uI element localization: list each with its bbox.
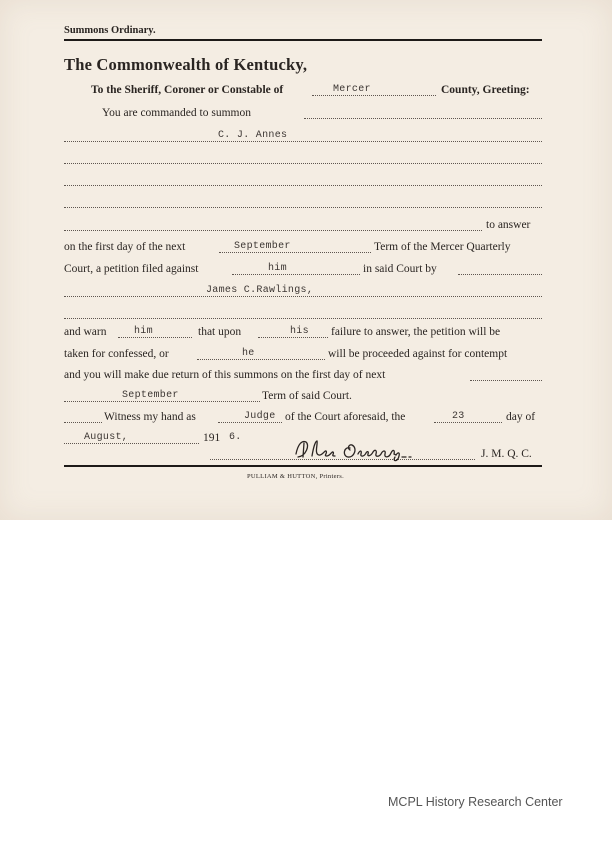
witness-role-value: Judge xyxy=(244,411,276,422)
answer-blank xyxy=(64,230,482,231)
return-blank xyxy=(470,380,542,381)
day-of-text: day of xyxy=(506,411,536,423)
petition-against-value: him xyxy=(268,263,287,274)
plaintiff-blank-2 xyxy=(64,296,542,297)
will-be-text: will be proceeded against for contempt xyxy=(328,348,508,360)
blank-line-2 xyxy=(64,185,542,186)
failure-text: failure to answer, the petition will be xyxy=(331,326,501,338)
plaintiff-blank-1 xyxy=(458,274,542,275)
taken-blank xyxy=(197,359,325,360)
defendant-name: C. J. Annes xyxy=(218,130,288,141)
year-prefix: 191 xyxy=(203,432,221,444)
taken-pronoun: he xyxy=(242,348,255,359)
blank-line-1 xyxy=(64,163,542,164)
upon-blank xyxy=(258,337,328,338)
handwritten-signature xyxy=(292,436,462,462)
to-answer-text: to answer xyxy=(486,219,531,231)
blank-line-3 xyxy=(64,207,542,208)
court-aforesaid-text: of the Court aforesaid, the xyxy=(285,411,406,423)
taken-text: taken for confessed, or xyxy=(64,348,169,360)
return-month-value: September xyxy=(122,390,179,401)
defendant-blank xyxy=(64,141,542,142)
blank-line-4 xyxy=(64,318,542,319)
petition-text: Court, a petition filed against xyxy=(64,263,199,275)
printer-credit: PULLIAM & HUTTON, Printers. xyxy=(247,473,344,480)
summon-text: You are commanded to summon xyxy=(102,107,251,119)
warn-blank xyxy=(118,337,192,338)
petition-against-blank xyxy=(232,274,360,275)
year-suffix: 6. xyxy=(229,432,242,443)
term-said-court-text: Term of said Court. xyxy=(262,390,352,402)
first-day-text: on the first day of the next xyxy=(64,241,186,253)
warn-pronoun: him xyxy=(134,326,153,337)
and-warn-text: and warn xyxy=(64,326,107,338)
top-rule xyxy=(64,39,542,41)
that-upon-text: that upon xyxy=(198,326,242,338)
county-value: Mercer xyxy=(333,84,371,95)
county-blank xyxy=(312,95,436,96)
term-month-blank xyxy=(219,252,371,253)
term-text: Term of the Mercer Quarterly xyxy=(374,241,511,253)
signer-title: J. M. Q. C. xyxy=(481,448,532,460)
return-text: and you will make due return of this summons on the first day of next xyxy=(64,369,386,381)
summon-blank xyxy=(304,118,542,119)
witness-lead-blank xyxy=(64,422,102,423)
form-type-label: Summons Ordinary. xyxy=(64,25,156,36)
month-value: August, xyxy=(84,432,129,443)
term-month-value: September xyxy=(234,241,291,252)
month-blank xyxy=(64,443,199,444)
in-said-court-text: in said Court by xyxy=(363,263,437,275)
witness-role-blank xyxy=(218,422,282,423)
greeting-suffix: County, Greeting: xyxy=(441,84,530,96)
bottom-rule xyxy=(64,465,542,467)
document-title: The Commonwealth of Kentucky, xyxy=(64,55,308,74)
return-month-blank xyxy=(64,401,260,402)
plaintiff-name: James C.Rawlings, xyxy=(206,285,314,296)
witness-text: Witness my hand as xyxy=(104,411,196,423)
greeting-prefix: To the Sheriff, Coroner or Constable of xyxy=(91,84,284,96)
upon-pronoun: his xyxy=(290,326,309,337)
archive-credit: MCPL History Research Center xyxy=(388,795,563,809)
day-blank xyxy=(434,422,502,423)
day-value: 23 xyxy=(452,411,465,422)
